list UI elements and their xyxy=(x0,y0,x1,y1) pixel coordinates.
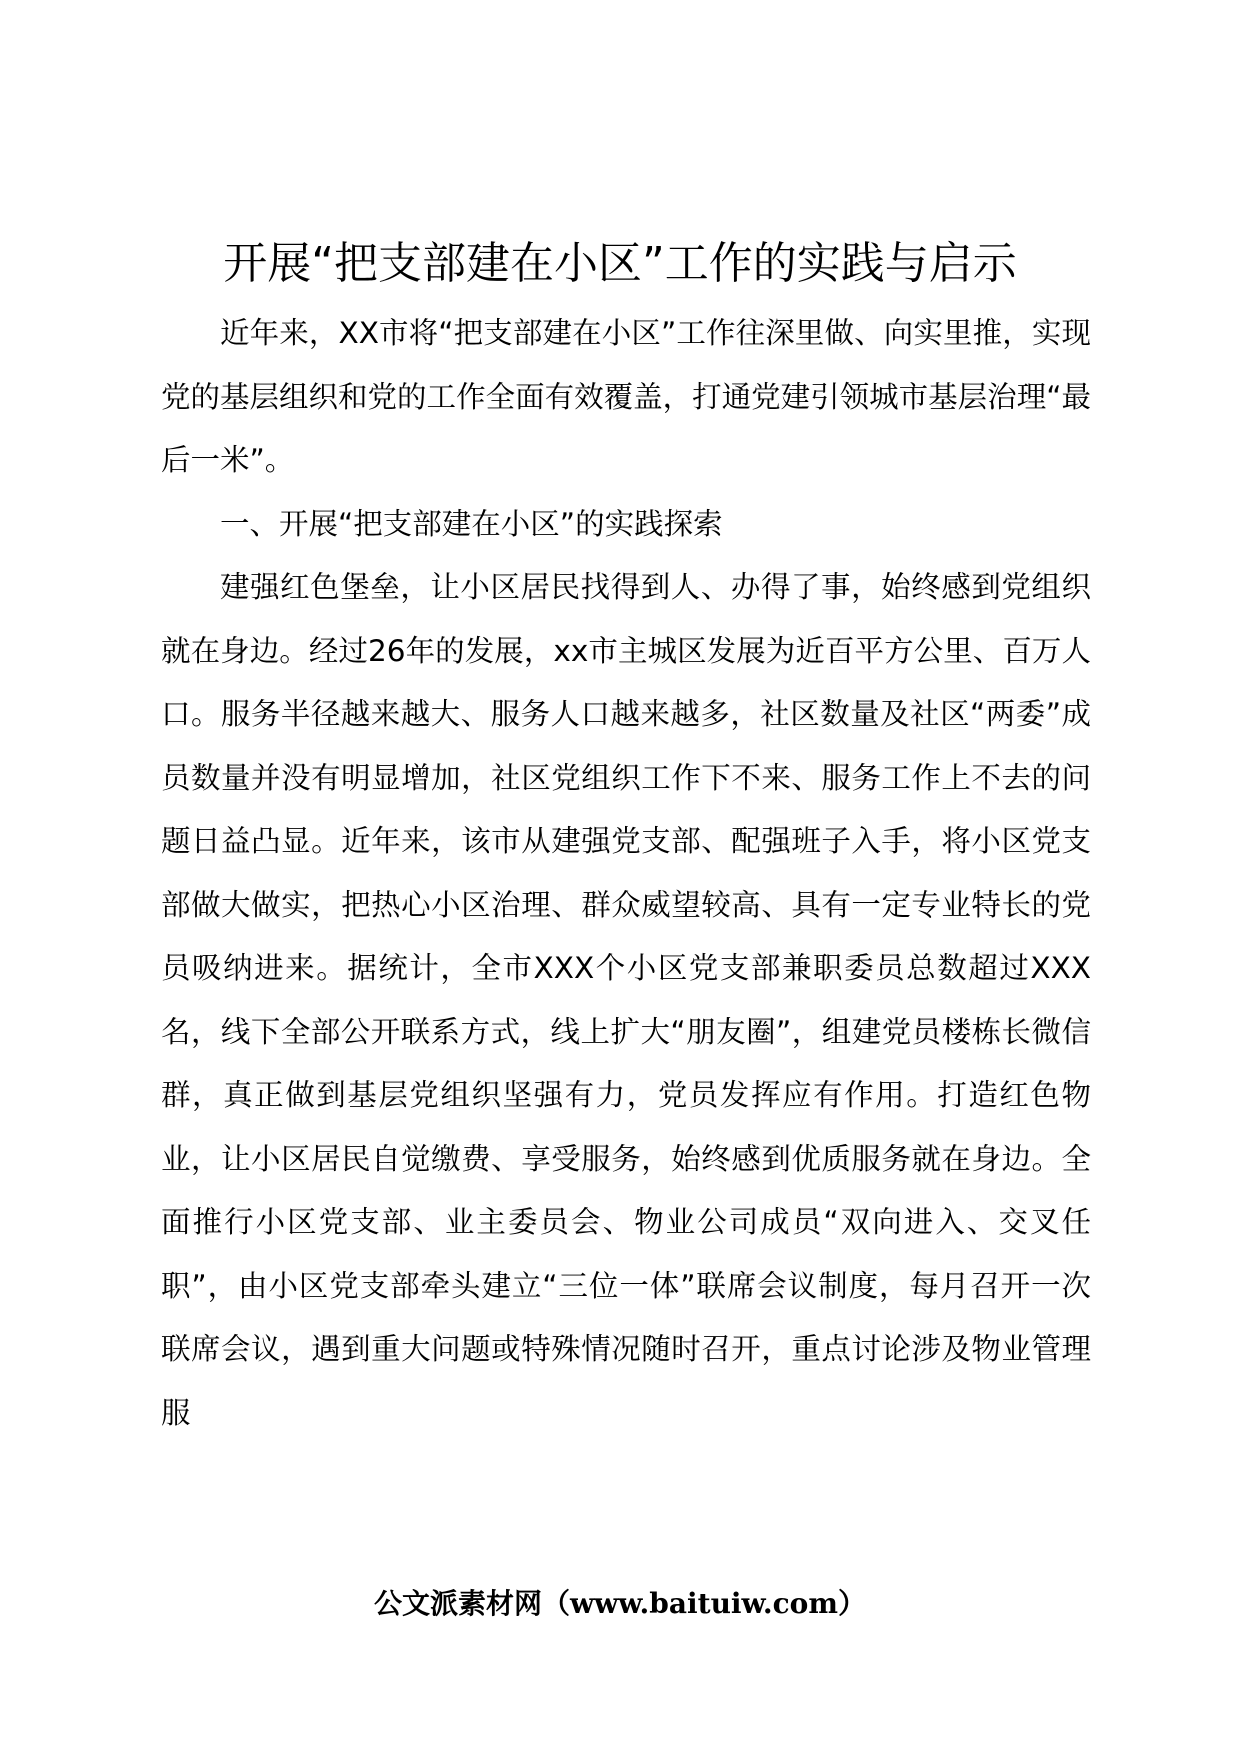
footer-watermark: 公文派素材网（www.baituiw.com） xyxy=(374,1587,866,1620)
document-body xyxy=(161,302,1091,1445)
section-heading: 一、开展“把支部建在小区”的实践探索 xyxy=(220,506,723,541)
document-title: 开展“把支部建在小区”工作的实践与启示 xyxy=(223,238,1017,289)
body-paragraph: 建强红色堡垒，让小区居民找得到人、办得了事，始终感到党组织就在身边。经过26年的发展，xx市主城区发展为近百平方公里、百万人口。服务半径越来越大、服务人口越来越多，社区数量及社区“两委”成员数量并没有明显增加，社区党组织工作下不来、服务工作上不去的问题日益凸显。近年来，该市从建强党支部、配强班子入手，将小区党支部做大做实，把热心小区治理、群众威望较高、具有一定专业特长的党员吸纳进来。据统计，全市XXX个小区党支部兼职委员总数超过XXX名，线下全部公开联系方式，线上扩大“朋友圈”，组建党员楼栋长微信群，真正做到基层党组织坚强有力，党员发挥应有作用。打造红色物业，让小区居民自觉缴费、享受服务，始终感到优质服务就在身边。全面推行小区党支部、业主委员会、物业公司成员“双向进入、交叉任职”，由小区党支部牵头建立“三位一体”联席会议制度，每月召开一次联席会议，遇到重大问题或特殊情况随时召开，重点讨论涉及物业管理服 xyxy=(161,570,1091,1430)
intro-paragraph: 近年来，XX市将“把支部建在小区”工作往深里做、向实里推，实现党的基层组织和党的工作全面有效覆盖，打通党建引领城市基层治理“最后一米”。 xyxy=(161,316,1091,477)
